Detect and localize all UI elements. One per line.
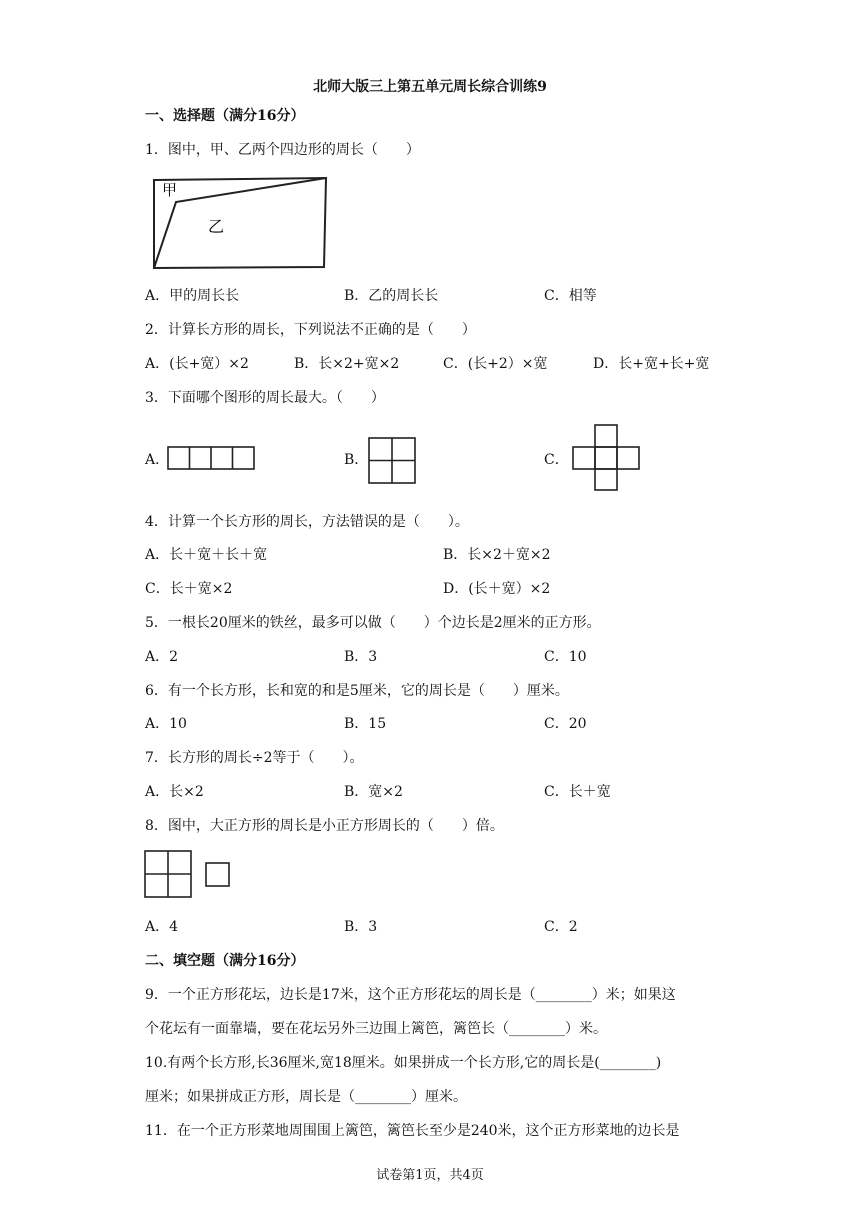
q8-option-b: B．3 bbox=[344, 919, 378, 935]
q8-figure-big-square bbox=[144, 850, 194, 900]
q3-option-b: B． bbox=[344, 452, 369, 468]
question-9-line-2: 个花坛有一面靠墙，要在花坛另外三边围上篱笆，篱笆长（________）米。 bbox=[145, 1021, 607, 1037]
question-1: 1．图中，甲、乙两个四边形的周长（ ） bbox=[145, 142, 420, 158]
q1-option-c: C．相等 bbox=[544, 288, 597, 304]
q5-option-a: A．2 bbox=[145, 649, 179, 665]
q5-option-c: C．10 bbox=[544, 649, 587, 665]
q1-option-b: B．乙的周长长 bbox=[344, 288, 439, 304]
page-footer: 试卷第1页，共4页 bbox=[376, 1168, 484, 1183]
q2-option-d: D．长+宽+长+宽 bbox=[593, 356, 710, 372]
question-10-line-2: 厘米；如果拼成正方形，周长是（________）厘米。 bbox=[145, 1089, 467, 1105]
q3-option-a: A． bbox=[145, 452, 170, 468]
q3-figure-b-square-grid bbox=[368, 437, 418, 485]
q7-option-a: A．长×2 bbox=[145, 784, 204, 800]
q3-figure-a-row-of-squares bbox=[167, 446, 257, 472]
question-11-line-1: 11．在一个正方形菜地周围围上篱笆，篱笆长至少是240米，这个正方形菜地的边长是 bbox=[145, 1123, 680, 1139]
section-heading-choice: 一、选择题（满分16分） bbox=[145, 108, 305, 124]
q5-option-b: B．3 bbox=[344, 649, 378, 665]
question-3: 3．下面哪个图形的周长最大。（ ） bbox=[145, 390, 385, 406]
question-5: 5．一根长20厘米的铁丝，最多可以做（ ）个边长是2厘米的正方形。 bbox=[145, 615, 601, 631]
q2-option-b: B．长×2+宽×2 bbox=[294, 356, 400, 372]
question-8: 8．图中，大正方形的周长是小正方形周长的（ ）倍。 bbox=[145, 818, 504, 834]
q3-option-c: C． bbox=[544, 452, 569, 468]
q3-figure-c-cross bbox=[572, 424, 642, 492]
q6-option-c: C．20 bbox=[544, 716, 587, 732]
q8-figure-small-square bbox=[205, 862, 231, 888]
document-title: 北师大版三上第五单元周长综合训练9 bbox=[313, 79, 547, 95]
question-4: 4．计算一个长方形的周长，方法错误的是（ ）。 bbox=[145, 514, 469, 530]
q7-option-b: B．宽×2 bbox=[344, 784, 403, 800]
q4-option-d: D．(长＋宽）×2 bbox=[443, 581, 551, 597]
label-yi: 乙 bbox=[208, 217, 225, 236]
q2-option-a: A．(长+宽）×2 bbox=[145, 356, 249, 372]
q8-option-c: C．2 bbox=[544, 919, 578, 935]
question-6: 6．有一个长方形，长和宽的和是5厘米，它的周长是（ ）厘米。 bbox=[145, 683, 569, 699]
label-jia: 甲 bbox=[162, 181, 178, 199]
q1-option-a: A．甲的周长长 bbox=[145, 288, 240, 304]
question-2: 2．计算长方形的周长，下列说法不正确的是（ ） bbox=[145, 322, 476, 338]
q6-option-a: A．10 bbox=[145, 716, 187, 732]
q6-option-b: B．15 bbox=[344, 716, 387, 732]
question-9-line-1: 9．一个正方形花坛，边长是17米，这个正方形花坛的周长是（________）米；如果这 bbox=[145, 987, 676, 1003]
q1-figure-quadrilaterals bbox=[144, 172, 330, 272]
question-7: 7．长方形的周长÷2等于（ ）。 bbox=[145, 750, 364, 766]
q4-option-c: C．长＋宽×2 bbox=[145, 581, 233, 597]
q8-option-a: A．4 bbox=[145, 919, 179, 935]
q4-option-a: A．长＋宽＋长＋宽 bbox=[145, 547, 268, 563]
question-10-line-1: 10.有两个长方形,长36厘米,宽18厘米。如果拼成一个长方形,它的周长是(________) bbox=[145, 1055, 662, 1071]
q4-option-b: B．长×2＋宽×2 bbox=[443, 547, 551, 563]
section-heading-fill: 二、填空题（满分16分） bbox=[145, 953, 305, 969]
q2-option-c: C．(长+2）×宽 bbox=[443, 356, 548, 372]
q7-option-c: C．长＋宽 bbox=[544, 784, 611, 800]
